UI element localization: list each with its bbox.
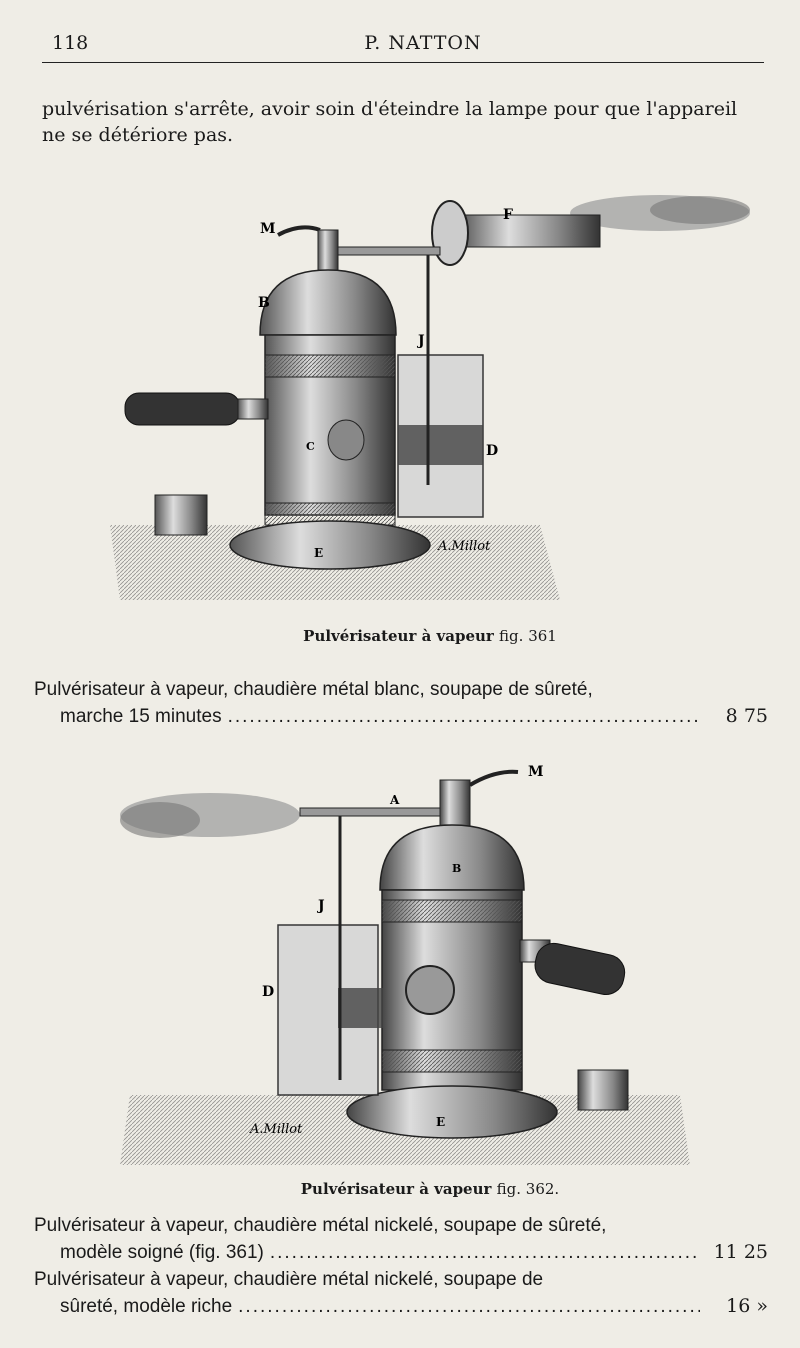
label-m: M bbox=[260, 221, 276, 237]
caption-361 bbox=[100, 627, 760, 645]
label-b: B bbox=[452, 862, 462, 875]
item-line-1: Pulvérisateur à vapeur, chaudière métal nickelé, soupape de bbox=[34, 1269, 544, 1290]
price-item bbox=[34, 1212, 768, 1266]
engraver-signature: A.Millot bbox=[438, 539, 491, 554]
page-header bbox=[42, 28, 764, 63]
item-line-2: marche 15 minutes bbox=[60, 706, 222, 727]
label-j: J bbox=[318, 898, 325, 914]
running-head: P. NATTON bbox=[364, 32, 482, 54]
dot-leader bbox=[228, 703, 700, 730]
label-b: B bbox=[258, 295, 270, 311]
price-cents: 25 bbox=[743, 1241, 768, 1263]
caption-fig: fig. 362. bbox=[496, 1180, 560, 1198]
steam-sprayer-illustration-362 bbox=[100, 760, 760, 1180]
price-item bbox=[34, 676, 768, 730]
item-line-1: Pulvérisateur à vapeur, chaudière métal blanc, soupape de sûreté, bbox=[34, 679, 593, 700]
intro-line-1: pulvérisation s'arrête, avoir soin d'éteindre la lampe pour que l'appareil bbox=[42, 98, 738, 120]
label-e: E bbox=[436, 1115, 446, 1129]
steam-sprayer-illustration-361 bbox=[100, 185, 760, 615]
label-d: D bbox=[486, 443, 499, 459]
dot-leader bbox=[238, 1293, 700, 1320]
item-line-2: modèle soigné (fig. 361) bbox=[60, 1242, 264, 1263]
label-d: D bbox=[262, 984, 275, 1000]
price-francs: 8 bbox=[725, 705, 738, 727]
price-cents: 75 bbox=[743, 705, 768, 727]
intro-paragraph bbox=[42, 96, 768, 148]
label-m: M bbox=[528, 764, 544, 780]
price-item bbox=[34, 1266, 768, 1320]
dot-leader bbox=[270, 1239, 700, 1266]
price-cents: » bbox=[756, 1295, 768, 1317]
page-number: 118 bbox=[52, 32, 89, 54]
intro-line-2: ne se détériore pas. bbox=[42, 124, 234, 146]
label-e: E bbox=[314, 546, 324, 560]
label-j: J bbox=[418, 333, 425, 349]
item-price bbox=[706, 1239, 768, 1266]
item-price bbox=[706, 1293, 768, 1320]
caption-362 bbox=[100, 1180, 760, 1198]
label-f: F bbox=[503, 207, 513, 223]
steam-plume bbox=[120, 793, 300, 838]
caption-text: Pulvérisateur à vapeur bbox=[303, 627, 494, 645]
price-francs: 11 bbox=[713, 1241, 738, 1263]
item-price bbox=[706, 703, 768, 730]
figure-361 bbox=[100, 185, 760, 660]
figure-362 bbox=[100, 760, 760, 1200]
caption-text: Pulvérisateur à vapeur bbox=[300, 1180, 492, 1198]
label-c: C bbox=[306, 440, 315, 453]
engraver-signature: A.Millot bbox=[250, 1122, 303, 1137]
price-francs: 16 bbox=[726, 1295, 751, 1317]
caption-fig: fig. 361 bbox=[499, 627, 557, 645]
item-line-1: Pulvérisateur à vapeur, chaudière métal nickelé, soupape de sûreté, bbox=[34, 1215, 607, 1236]
label-a: A bbox=[390, 793, 400, 807]
item-line-2: sûreté, modèle riche bbox=[60, 1296, 233, 1317]
